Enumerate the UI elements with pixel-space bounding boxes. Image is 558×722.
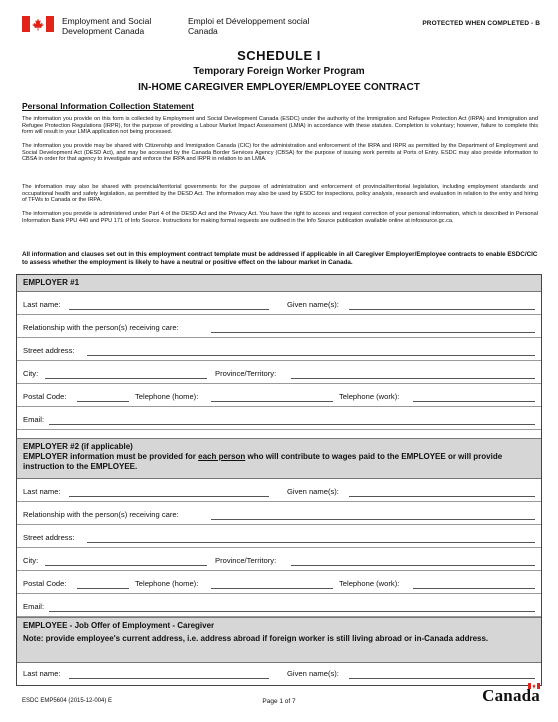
employer-1-header: EMPLOYER #1 <box>17 275 541 292</box>
employer-1-tel-home-input[interactable] <box>211 401 333 402</box>
street-address-label: Street address: <box>23 533 75 542</box>
employee-note: Note: provide employee's current address, i.e. address abroad if foreign worker is still living abroad or in-Canada address. <box>23 634 489 643</box>
contract-title: IN-HOME CAREGIVER EMPLOYER/EMPLOYEE CONTRACT <box>138 82 420 93</box>
employer-1-given-names-input[interactable] <box>349 309 535 310</box>
city-label: City: <box>23 369 39 378</box>
employer-1-relationship-input[interactable] <box>211 332 535 333</box>
employer-1-relationship-row <box>17 315 541 338</box>
department-name-english: Employment and Social Development Canada <box>62 16 152 36</box>
canada-flag-icon <box>22 16 54 32</box>
employer-1-tel-work-input[interactable] <box>413 401 535 402</box>
telephone-home-label: Telephone (home): <box>135 579 199 588</box>
employer-2-phone-row <box>17 571 541 594</box>
employee-header <box>17 617 541 663</box>
pics-heading: Personal Information Collection Statement <box>22 101 194 111</box>
employer-2-title: EMPLOYER #2 (if applicable) <box>23 442 133 451</box>
employer-2-relationship-input[interactable] <box>211 519 535 520</box>
employer-1-city-input[interactable] <box>45 378 207 379</box>
employer-2-header <box>17 438 541 479</box>
page-header <box>18 12 540 40</box>
province-label: Province/Territory: <box>215 369 277 378</box>
employer-2-tel-work-input[interactable] <box>413 588 535 589</box>
employer-2-email-input[interactable] <box>49 611 535 612</box>
last-name-label: Last name: <box>23 300 61 309</box>
employer-2-note: EMPLOYER information must be provided for each person who will contribute to wages paid to the EMPLOYEE or will provide instruction to the EMPLOYEE. <box>23 452 503 471</box>
email-label: Email: <box>23 415 45 424</box>
employer-2-given-names-input[interactable] <box>349 496 535 497</box>
street-address-label: Street address: <box>23 346 75 355</box>
schedule-title: SCHEDULE I <box>237 48 321 63</box>
employer-1-street-row <box>17 338 541 361</box>
telephone-work-label: Telephone (work): <box>339 579 400 588</box>
employer-2-last-name-input[interactable] <box>69 496 269 497</box>
page-number: Page 1 of 7 <box>262 698 296 705</box>
employer-2-name-row <box>17 479 541 502</box>
employer-1-email-row <box>17 407 541 430</box>
contract-form <box>16 274 542 686</box>
employer-1-street-input[interactable] <box>87 355 535 356</box>
employer-1-name-row <box>17 292 541 315</box>
email-label: Email: <box>23 602 45 611</box>
pics-paragraph-2: The information you provide may be shared with Citizenship and Immigration Canada (CIC) for the administration and enforcement of the IRPA and IRPR as permitted by the Department of Employment and Social Development Act (DESD Act), and may be accessed by the Canada Border Services Agency (CBSA) for the purpose of issuing work permits at Ports of Entry. ESDC may also provide information to CBSA in order for that agency to investigate and enforce the IRPA and IRPR in relation to an LMIA. <box>22 143 538 163</box>
province-label: Province/Territory: <box>215 556 277 565</box>
telephone-work-label: Telephone (work): <box>339 392 400 401</box>
telephone-home-label: Telephone (home): <box>135 392 199 401</box>
pics-paragraph-3: The information may also be shared with provincial/territorial governments for the purpose of administration and enforcement of provincial/territorial legislation, including employment standards and occupational health and safety legislation, as permitted by the DESD Act. The information may also be used by ESDC for inspections, policy analysis, research and evaluation in relation to the entry and hiring of TFWs to Canada or the IRPA. <box>22 184 538 204</box>
employee-title: EMPLOYEE - Job Offer of Employment - Caregiver <box>23 621 215 630</box>
employer-2-street-input[interactable] <box>87 542 535 543</box>
employer-2-postal-input[interactable] <box>77 588 129 589</box>
city-label: City: <box>23 556 39 565</box>
last-name-label: Last name: <box>23 669 61 678</box>
given-names-label: Given name(s): <box>287 487 339 496</box>
employer-2-tel-home-input[interactable] <box>211 588 333 589</box>
employer-1-last-name-input[interactable] <box>69 309 269 310</box>
employer-2-city-input[interactable] <box>45 565 207 566</box>
employer-1-city-row <box>17 361 541 384</box>
contract-notice: All information and clauses set out in this employment contract template must be addressed if applicable in all Caregiver Employer/Employee contracts to enable ESDC/CIC to assess whether the employment is likely to have a neutral or positive effect on the labour market in Canada. <box>22 251 538 266</box>
employer-2-street-row <box>17 525 541 548</box>
given-names-label: Given name(s): <box>287 300 339 309</box>
department-name-french: Emploi et Développement social Canada <box>188 16 310 36</box>
employee-name-row <box>17 663 541 686</box>
postal-code-label: Postal Code: <box>23 579 67 588</box>
canada-wordmark: Canada <box>482 686 540 705</box>
last-name-label: Last name: <box>23 487 61 496</box>
given-names-label: Given name(s): <box>287 669 339 678</box>
employer-1-postal-input[interactable] <box>77 401 129 402</box>
postal-code-label: Postal Code: <box>23 392 67 401</box>
employee-last-name-input[interactable] <box>69 678 269 679</box>
form-identifier: ESDC EMP5604 (2015-12-004) E <box>22 698 113 704</box>
relationship-label: Relationship with the person(s) receiving care: <box>23 510 179 519</box>
employer-2-email-row <box>17 594 541 617</box>
pics-paragraph-4: The information you provide is administered under Part 4 of the DESD Act and the Privacy Act. You have the right to access and request correction of your personal information, which is described in Personal Information Bank PPU 440 and PPU 171 of Info Source. Instructions for making formal requests are outlined in the Info Source publication available online at infosource.gc.ca. <box>22 211 538 224</box>
employer-2-province-input[interactable] <box>291 565 535 566</box>
employer-2-relationship-row <box>17 502 541 525</box>
relationship-label: Relationship with the person(s) receiving care: <box>23 323 179 332</box>
protected-label: PROTECTED WHEN COMPLETED - B <box>422 20 540 27</box>
employer-1-email-input[interactable] <box>49 424 535 425</box>
employee-given-names-input[interactable] <box>349 678 535 679</box>
program-title: Temporary Foreign Worker Program <box>193 66 365 77</box>
pics-paragraph-1: The information you provide on this form is collected by Employment and Social Development Canada (ESDC) under the authority of the Immigration and Refugee Protection Act (IRPA) and Immigration and Refugee Protection Regulations (IRPR), for the purpose of providing a Labour Market Impact Assessment (LMIA) in accordance with these statutes. Completion is voluntary; however, failure to complete this form will result in your LMIA application not being processed. <box>22 116 538 136</box>
employer-2-city-row <box>17 548 541 571</box>
employer-1-province-input[interactable] <box>291 378 535 379</box>
employer-1-phone-row <box>17 384 541 407</box>
